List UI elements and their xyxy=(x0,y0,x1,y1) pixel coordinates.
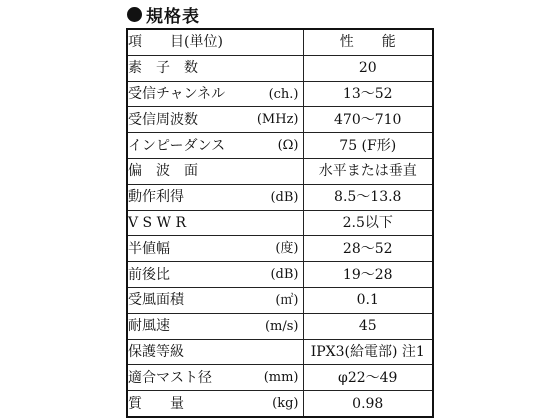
header-value-label: 性 能 xyxy=(339,34,396,51)
item-value: IPX3(給電部) 注1 xyxy=(310,343,425,360)
item-unit: (m/s) xyxy=(264,318,299,334)
item-unit: (kg) xyxy=(272,396,299,412)
spec-heading-text: 規格表 xyxy=(146,6,200,27)
item-value: 2.5以下 xyxy=(342,214,393,231)
item-unit: (mm) xyxy=(263,370,299,386)
item-cell xyxy=(127,339,303,365)
item-value: 0.1 xyxy=(356,292,379,309)
value-cell xyxy=(303,55,433,81)
item-name: 受信周波数 xyxy=(128,111,198,128)
item-unit: (dB) xyxy=(270,267,299,283)
item-name: 素 子 数 xyxy=(128,60,198,77)
value-cell xyxy=(303,287,433,313)
item-name: インピーダンス xyxy=(128,137,226,154)
item-cell xyxy=(127,391,303,417)
item-name: 耐風速 xyxy=(128,318,170,335)
value-cell xyxy=(303,184,433,210)
item-unit: (dB) xyxy=(270,189,299,205)
table-row xyxy=(127,365,433,391)
header-item-cell xyxy=(127,29,303,55)
item-cell xyxy=(127,210,303,236)
item-value: 45 xyxy=(358,318,377,335)
header-item-label: 項 目(単位) xyxy=(128,34,223,51)
item-cell xyxy=(127,159,303,185)
item-value: 水平または垂直 xyxy=(318,163,417,180)
header-value-cell xyxy=(303,29,433,55)
bullet-icon xyxy=(127,7,142,22)
item-unit: (度) xyxy=(275,241,299,257)
table-row xyxy=(127,262,433,288)
item-name: 質 量 xyxy=(128,395,184,412)
table-row xyxy=(127,133,433,159)
item-name: 受信チャンネル xyxy=(128,86,226,102)
value-cell xyxy=(303,236,433,262)
item-value: 470～710 xyxy=(334,111,402,128)
item-name: 受風面積 xyxy=(128,292,184,309)
table-row xyxy=(127,81,433,107)
item-cell xyxy=(127,262,303,288)
item-value: 13～52 xyxy=(342,86,393,102)
item-value: 75 (F形) xyxy=(339,137,397,154)
table-row xyxy=(127,107,433,133)
item-value: 20 xyxy=(358,60,377,77)
value-cell xyxy=(303,365,433,391)
item-unit: (MHz) xyxy=(256,112,299,128)
item-unit: (ch.) xyxy=(268,86,299,102)
item-name: 半値幅 xyxy=(128,240,170,257)
value-cell xyxy=(303,339,433,365)
table-row xyxy=(127,313,433,339)
value-cell xyxy=(303,210,433,236)
item-unit: (Ω) xyxy=(277,138,299,154)
item-cell xyxy=(127,287,303,313)
table-row xyxy=(127,339,433,365)
table-row xyxy=(127,55,433,81)
item-cell xyxy=(127,184,303,210)
table-row xyxy=(127,184,433,210)
item-name: 動作利得 xyxy=(128,189,184,206)
spec-table xyxy=(126,28,434,418)
table-row xyxy=(127,210,433,236)
item-name: 適合マスト径 xyxy=(128,369,212,386)
item-unit: (㎡) xyxy=(275,292,299,308)
header-row xyxy=(127,29,433,55)
item-cell xyxy=(127,313,303,339)
item-cell xyxy=(127,81,303,107)
table-row xyxy=(127,391,433,417)
item-value: 19～28 xyxy=(342,266,393,283)
item-cell xyxy=(127,236,303,262)
table-row xyxy=(127,236,433,262)
value-cell xyxy=(303,159,433,185)
item-value: 8.5～13.8 xyxy=(334,189,402,206)
item-name: 前後比 xyxy=(128,266,170,283)
table-row xyxy=(127,159,433,185)
item-value: φ22～49 xyxy=(338,369,398,386)
value-cell xyxy=(303,107,433,133)
item-value: 0.98 xyxy=(352,395,384,412)
item-cell xyxy=(127,133,303,159)
item-value: 28～52 xyxy=(342,240,393,257)
spec-heading xyxy=(127,2,200,26)
value-cell xyxy=(303,391,433,417)
value-cell xyxy=(303,133,433,159)
value-cell xyxy=(303,313,433,339)
item-name: 偏 波 面 xyxy=(128,163,198,180)
item-name: V S W R xyxy=(128,214,186,231)
item-name: 保護等級 xyxy=(128,343,184,360)
item-cell xyxy=(127,365,303,391)
value-cell xyxy=(303,81,433,107)
table-row xyxy=(127,287,433,313)
item-cell xyxy=(127,107,303,133)
item-cell xyxy=(127,55,303,81)
value-cell xyxy=(303,262,433,288)
